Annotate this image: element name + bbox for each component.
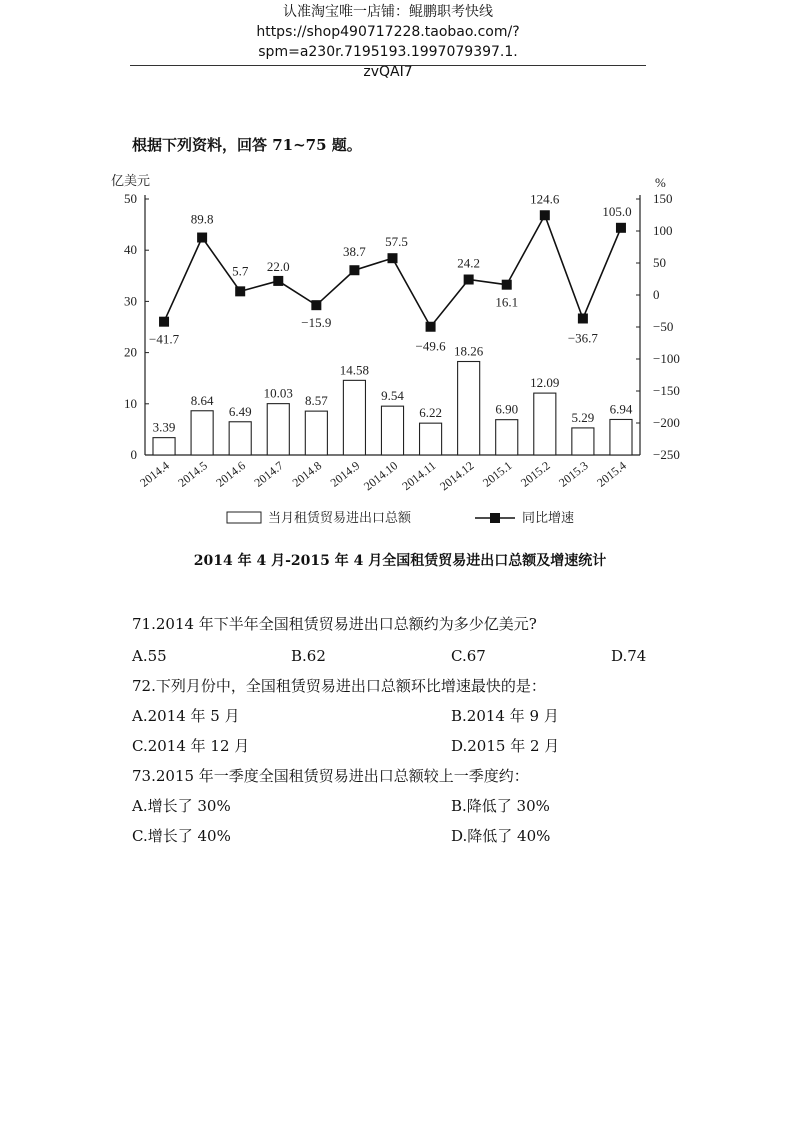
bar <box>496 420 518 455</box>
left-axis-tick-label: 40 <box>124 242 137 258</box>
right-axis-tick-label: −50 <box>653 319 674 334</box>
legend-marker-swatch <box>490 513 500 523</box>
x-tick-label: 2015.2 <box>518 458 553 490</box>
right-axis-tick-label: −250 <box>653 447 680 462</box>
bar-value-label: 6.94 <box>609 401 633 417</box>
header-divider <box>130 65 646 66</box>
x-tick-label: 2015.3 <box>556 458 591 490</box>
q73-option-a[interactable]: A.增长了 30% <box>132 797 231 815</box>
x-tick-label: 2014.10 <box>360 458 401 494</box>
left-axis-tick-label: 30 <box>124 293 137 309</box>
bar <box>267 404 289 455</box>
shop-notice: 认准淘宝唯一店铺：鲲鹏职考快线 <box>283 4 493 20</box>
x-tick-label: 2014.5 <box>175 458 210 490</box>
growth-value-label: 22.0 <box>266 258 290 274</box>
growth-marker <box>159 317 169 327</box>
question-73: 73.2015 年一季度全国租赁贸易进出口总额较上一季度约： <box>132 767 529 785</box>
section-intro: 根据下列资料，回答 71~75 题。 <box>132 136 362 154</box>
right-axis-title: % <box>655 175 666 190</box>
bar <box>381 406 403 455</box>
bar-value-label: 10.03 <box>263 385 293 401</box>
x-tick-label: 2014.11 <box>399 458 439 494</box>
right-axis-tick-label: −150 <box>653 383 680 398</box>
chart-caption: 2014 年 4 月-2015 年 4 月全国租赁贸易进出口总额及增速统计 <box>193 553 607 569</box>
bar-value-label: 18.26 <box>454 343 484 359</box>
bar-value-label: 5.29 <box>571 409 595 425</box>
q72-option-d[interactable]: D.2015 年 2 月 <box>451 737 560 755</box>
growth-value-label: −15.9 <box>301 315 332 331</box>
x-tick-label: 2014.7 <box>251 458 287 490</box>
growth-marker <box>235 286 245 296</box>
x-tick-label: 2014.12 <box>437 458 477 494</box>
growth-marker <box>540 210 550 220</box>
growth-marker <box>197 233 207 243</box>
right-axis-tick-label: 50 <box>653 255 666 270</box>
growth-value-label: 16.1 <box>495 294 519 310</box>
shop-url-tail[interactable]: zvQAI7 <box>363 64 413 80</box>
growth-value-label: 89.8 <box>190 211 214 227</box>
q72-option-b[interactable]: B.2014 年 9 月 <box>451 707 559 725</box>
growth-marker <box>502 280 512 290</box>
bar <box>153 438 175 455</box>
growth-marker <box>311 300 321 310</box>
growth-value-label: −36.7 <box>567 330 598 346</box>
q72-option-a[interactable]: A.2014 年 5 月 <box>132 707 240 725</box>
growth-value-label: −41.7 <box>148 331 180 347</box>
bar <box>458 362 480 455</box>
growth-value-label: 5.7 <box>232 263 249 279</box>
bar-value-label: 6.22 <box>419 405 442 421</box>
left-axis-title: 亿美元 <box>111 173 151 188</box>
right-axis-tick-label: 100 <box>653 223 673 238</box>
question-71: 71.2014 年下半年全国租赁贸易进出口总额约为多少亿美元? <box>132 615 537 633</box>
growth-marker <box>464 275 474 285</box>
right-axis-tick-label: 150 <box>653 191 673 206</box>
growth-value-label: 105.0 <box>602 203 632 219</box>
bar <box>420 423 442 455</box>
x-tick-label: 2014.8 <box>289 458 325 490</box>
growth-marker <box>349 265 359 275</box>
growth-value-label: 38.7 <box>343 244 366 260</box>
legend-line-label: 同比增速 <box>522 510 575 525</box>
bar <box>305 411 327 455</box>
growth-value-label: 57.5 <box>385 234 408 250</box>
growth-value-label: 124.6 <box>530 191 560 207</box>
q71-option-d[interactable]: D.74 <box>611 647 647 665</box>
growth-marker <box>426 322 436 332</box>
growth-value-label: −49.6 <box>415 338 446 354</box>
bar <box>534 393 556 455</box>
bar <box>610 419 632 455</box>
q73-option-d[interactable]: D.降低了 40% <box>451 827 551 845</box>
bar <box>229 422 251 455</box>
right-axis-tick-label: −100 <box>653 351 680 366</box>
shop-url[interactable]: https://shop490717228.taobao.com/?spm=a230r.7195193.1997079397.1. <box>256 24 520 60</box>
chart <box>100 165 700 545</box>
q73-option-c[interactable]: C.增长了 40% <box>132 827 231 845</box>
bar-value-label: 6.90 <box>495 401 519 417</box>
left-axis-tick-label: 0 <box>130 447 137 462</box>
left-axis-tick-label: 10 <box>124 395 137 411</box>
x-tick-label: 2015.1 <box>479 458 515 490</box>
right-axis-tick-label: −200 <box>653 415 680 430</box>
q71-option-a[interactable]: A.55 <box>132 647 167 665</box>
growth-marker <box>616 223 626 233</box>
bar <box>343 380 365 455</box>
bar-value-label: 8.64 <box>190 392 214 408</box>
growth-marker <box>273 276 283 286</box>
x-tick-label: 2014.4 <box>137 458 172 490</box>
growth-value-label: 24.2 <box>457 255 481 271</box>
legend-bar-label: 当月租赁贸易进出口总额 <box>268 510 412 525</box>
growth-marker <box>578 313 588 323</box>
bar-value-label: 12.09 <box>530 375 560 391</box>
x-tick-label: 2014.9 <box>327 458 363 490</box>
q73-option-b[interactable]: B.降低了 30% <box>451 797 550 815</box>
growth-marker <box>388 253 398 263</box>
left-axis-tick-label: 20 <box>124 344 137 360</box>
question-72: 72.下列月份中，全国租赁贸易进出口总额环比增速最快的是： <box>132 677 546 695</box>
q71-option-b[interactable]: B.62 <box>291 647 326 665</box>
bar <box>572 428 594 455</box>
legend-bar-swatch <box>227 512 261 523</box>
page-header <box>130 2 646 82</box>
bar-value-label: 9.54 <box>381 388 404 404</box>
x-tick-label: 2015.4 <box>594 458 629 490</box>
q72-option-c[interactable]: C.2014 年 12 月 <box>132 737 250 755</box>
bar-value-label: 6.49 <box>228 403 252 419</box>
bar-value-label: 8.57 <box>304 393 328 409</box>
left-axis-tick-label: 50 <box>124 191 137 206</box>
x-tick-label: 2014.6 <box>213 458 249 490</box>
bar-value-label: 3.39 <box>152 419 176 435</box>
bar <box>191 411 213 455</box>
q71-option-c[interactable]: C.67 <box>451 647 486 665</box>
bar-value-label: 14.58 <box>339 362 370 378</box>
right-axis-tick-label: 0 <box>653 287 660 302</box>
